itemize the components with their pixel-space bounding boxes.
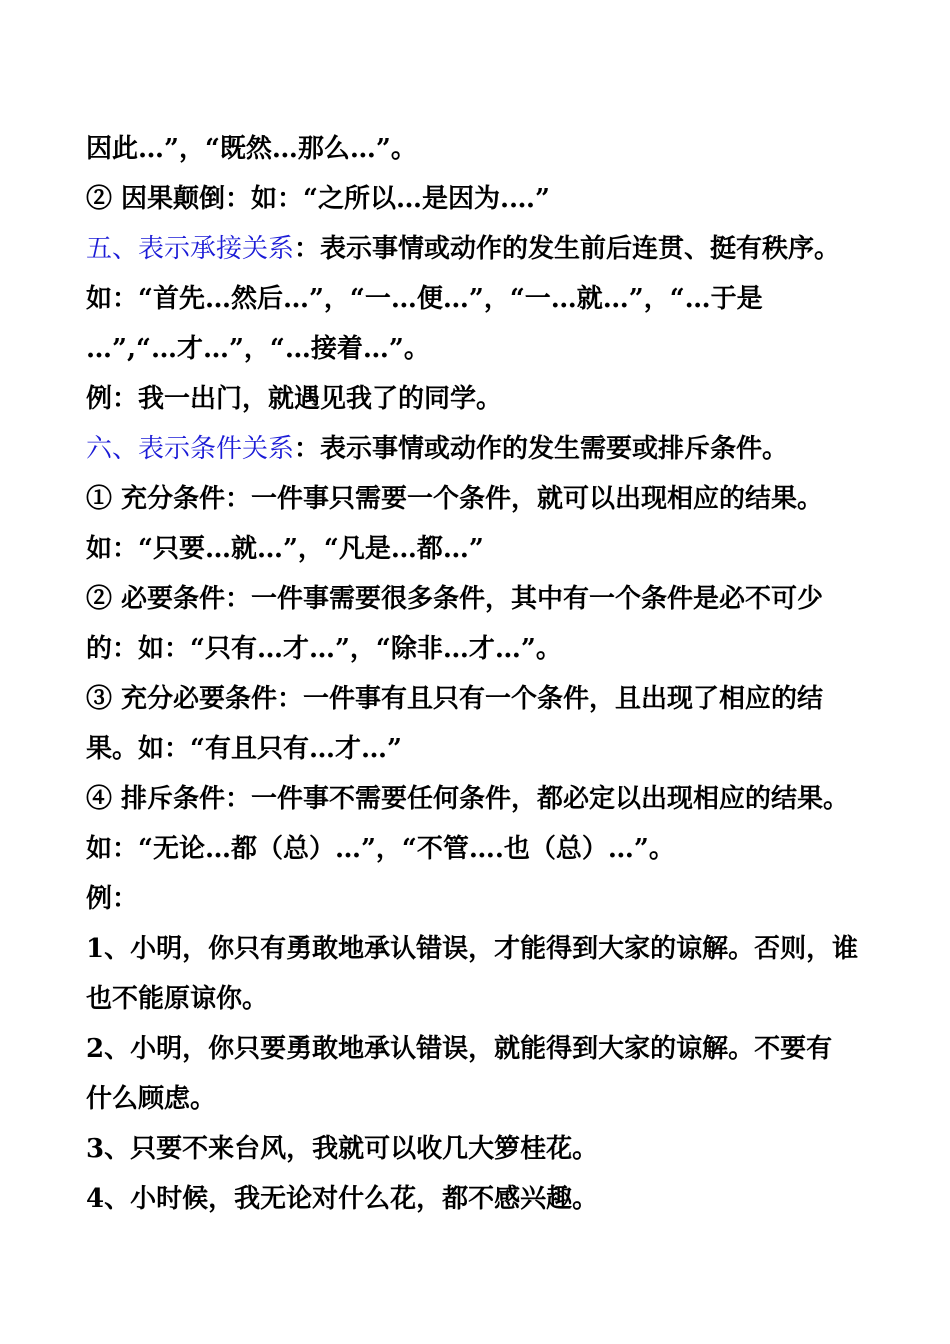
section-heading-line-6 (86, 424, 906, 474)
text-line-20 (86, 1074, 906, 1124)
text-line-22 (86, 1174, 906, 1224)
text-line-15 (86, 824, 906, 874)
line-text: ：表示事情或动作的发生前后连贯、挺有秩序。 (294, 234, 841, 264)
line-text: ③ 充分必要条件：一件事有且只有一个条件，且出现了相应的结 (86, 684, 824, 714)
line-text: 果。如：“有且只有…才…” (86, 734, 402, 764)
line-text: 什么顾虑。 (86, 1084, 217, 1114)
line-text: 1、小明，你只有勇敢地承认错误，才能得到大家的谅解。否则，谁 (86, 934, 859, 964)
text-line-5 (86, 324, 906, 374)
line-text: ：表示事情或动作的发生需要或排斥条件。 (294, 434, 789, 464)
document-page (86, 124, 906, 1224)
text-line-9 (86, 524, 906, 574)
line-text: 3、只要不来台风，我就可以收几大箩桂花。 (86, 1134, 599, 1164)
text-line-4 (86, 274, 906, 324)
text-line-10 (86, 574, 906, 624)
text-line-14 (86, 774, 906, 824)
line-text: 也不能原谅你。 (86, 984, 269, 1014)
text-line-8 (86, 474, 906, 524)
line-text: ② 必要条件：一件事需要很多条件，其中有一个条件是必不可少 (86, 584, 824, 614)
line-text: 如：“只要…就…”，“凡是…都…” (86, 534, 484, 564)
line-text: 因此…”，“既然…那么…”。 (86, 134, 417, 164)
text-line-16 (86, 874, 906, 924)
section-heading: 六、表示条件关系 (86, 434, 295, 464)
section-heading-line-5 (86, 224, 906, 274)
line-text: ④ 排斥条件：一件事不需要任何条件，都必定以出现相应的结果。 (86, 784, 850, 814)
text-line-12 (86, 674, 906, 724)
text-line-1 (86, 124, 906, 174)
text-line-11 (86, 624, 906, 674)
line-text: …”,“…才…”，“…接着…”。 (86, 334, 430, 364)
text-line-6 (86, 374, 906, 424)
line-text: 如：“首先…然后…”，“一…便…”，“一…就…”，“…于是 (86, 284, 763, 314)
line-text: 4、小时候，我无论对什么花，都不感兴趣。 (86, 1184, 599, 1214)
line-text: 如：“无论…都（总）…”，“不管….也（总）…”。 (86, 834, 675, 864)
line-text: 例： (86, 884, 139, 914)
line-text: 的：如：“只有…才…”，“除非…才…”。 (86, 634, 562, 664)
text-line-17 (86, 924, 906, 974)
text-line-18 (86, 974, 906, 1024)
text-line-2 (86, 174, 906, 224)
text-line-21 (86, 1124, 906, 1174)
section-heading: 五、表示承接关系 (86, 234, 295, 264)
text-line-19 (86, 1024, 906, 1074)
line-text: ① 充分条件：一件事只需要一个条件，就可以出现相应的结果。 (86, 484, 824, 514)
line-text: 例：我一出门，就遇见我了的同学。 (86, 384, 503, 414)
line-text: 2、小明，你只要勇敢地承认错误，就能得到大家的谅解。不要有 (86, 1034, 833, 1064)
text-line-13 (86, 724, 906, 774)
line-text: ② 因果颠倒：如：“之所以…是因为.…” (86, 184, 551, 214)
